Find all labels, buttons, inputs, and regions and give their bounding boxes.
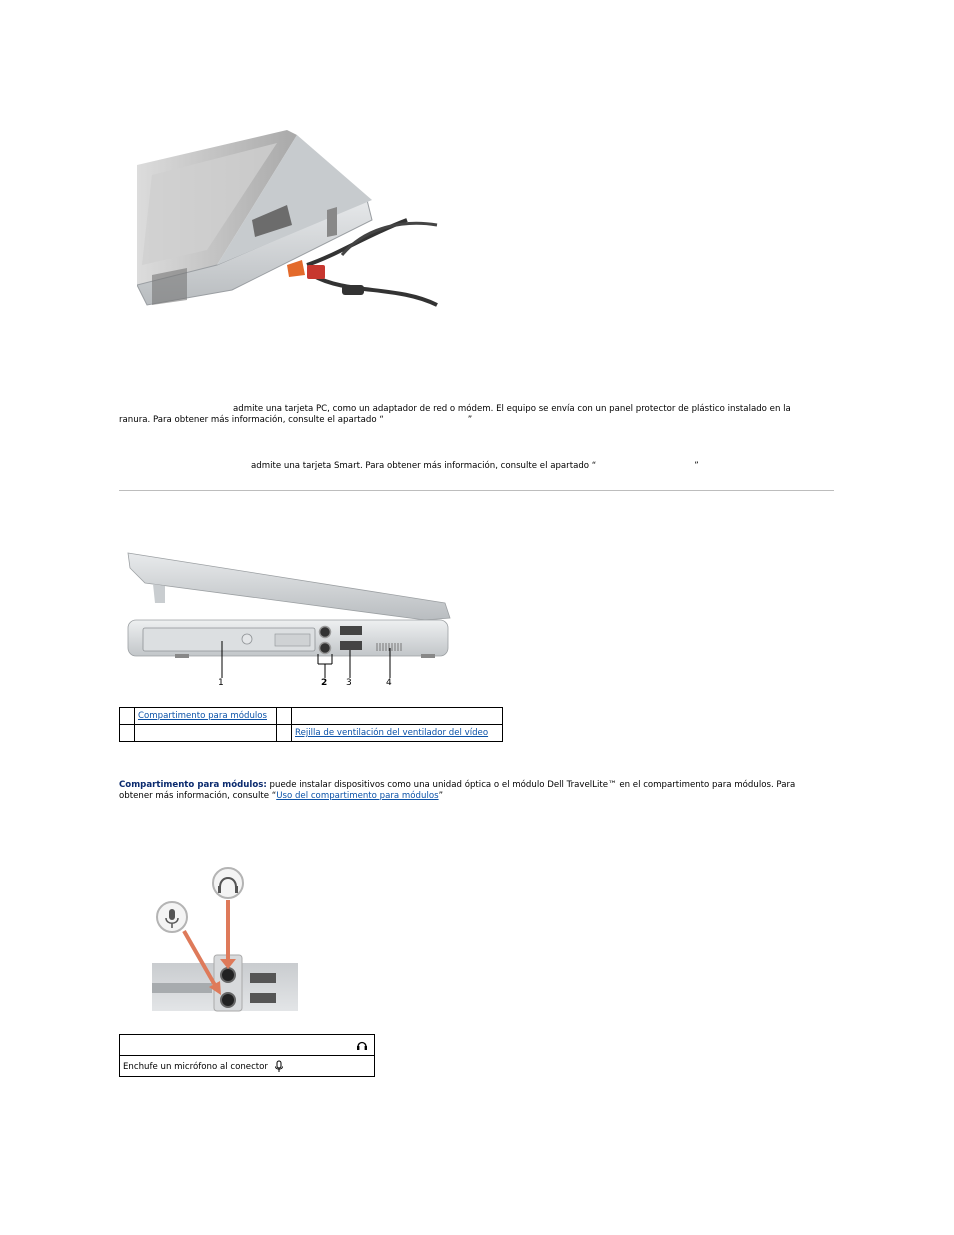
microphone-instruction: Enchufe un micrófono al conector: [123, 1061, 268, 1072]
pc-card-link[interactable]: [384, 416, 468, 426]
module-bay-term: Compartimento para módulos:: [119, 780, 267, 790]
smart-card-link[interactable]: [596, 462, 694, 472]
table-row: [120, 725, 503, 742]
headphone-icon: [356, 1039, 368, 1051]
callout-2: 2: [321, 678, 328, 688]
callout-1: 1: [218, 678, 224, 688]
table-row: [120, 1035, 375, 1056]
legend-number: [277, 725, 292, 742]
table-row: [120, 1056, 375, 1077]
right-side-view-illustration: [125, 548, 455, 693]
callout-3: 3: [346, 678, 352, 688]
pc-card-description: admite una tarjeta PC, como un adaptador de red o módem. El equipo se envía con un panel protector de plástico instalado en la: [233, 404, 791, 414]
audio-connectors-table: [119, 1034, 375, 1077]
module-bay-link[interactable]: Compartimento para módulos: [138, 711, 268, 721]
legend-number: [120, 708, 135, 725]
table-row: [120, 708, 503, 725]
module-bay-usage-link[interactable]: Uso del compartimento para módulos: [276, 791, 439, 801]
video-fan-vent-link[interactable]: Rejilla de ventilación del ventilador del vídeo: [295, 728, 489, 738]
audio-connectors-illustration: [152, 865, 302, 1015]
smart-card-description: admite una tarjeta Smart. Para obtener más información, consulte el apartado “: [251, 461, 597, 471]
pc-card-description-cont: ranura. Para obtener más información, consulte el apartado “: [119, 415, 384, 425]
legend-number: [277, 708, 292, 725]
section-divider: [119, 490, 834, 491]
security-lock-illustration: [137, 125, 447, 310]
legend-table: [119, 707, 503, 742]
legend-number: [120, 725, 135, 742]
module-bay-description: puede instalar dispositivos como una unidad óptica o el módulo Dell TravelLite™ en el compartimento para módulos. Para: [266, 780, 796, 790]
microphone-icon: [274, 1060, 284, 1073]
usb-connectors-link[interactable]: [138, 727, 232, 736]
audio-connectors-link[interactable]: [295, 710, 399, 719]
callout-4: 4: [386, 678, 392, 688]
